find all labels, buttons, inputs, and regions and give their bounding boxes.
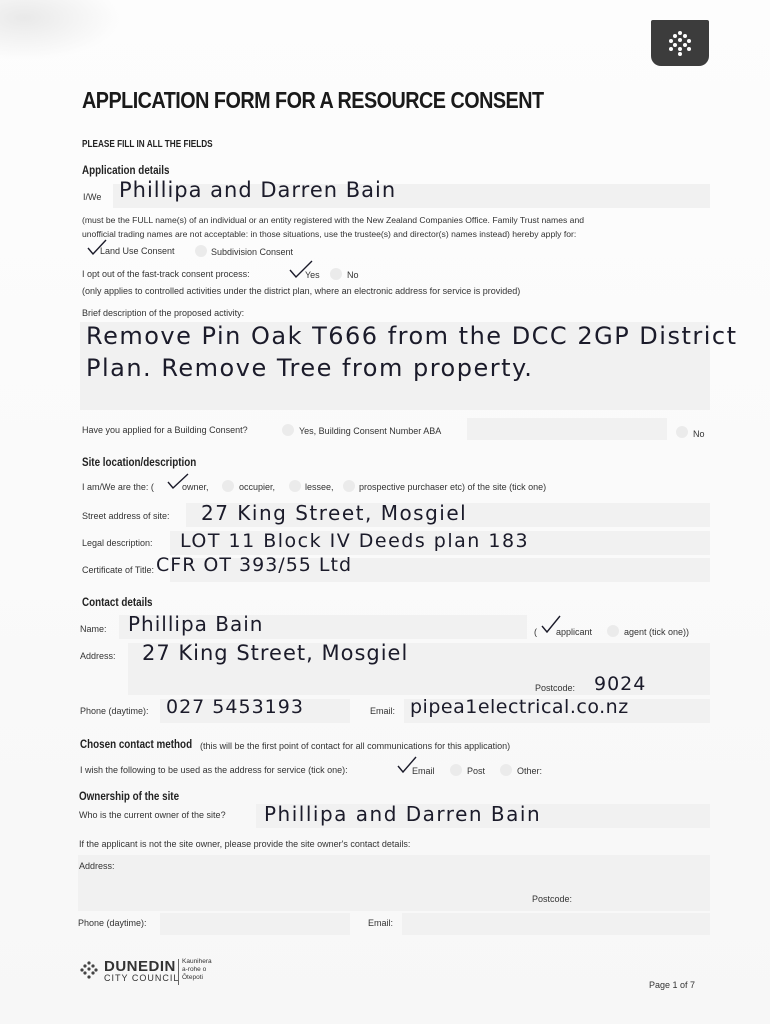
- phone-label: Phone (daytime):: [80, 706, 149, 716]
- owner-phone-input[interactable]: [160, 913, 350, 935]
- radio-other[interactable]: [500, 764, 512, 776]
- address-label: Address:: [80, 651, 116, 661]
- section-site: Site location/description: [82, 455, 197, 469]
- dcc-emblem-icon: [651, 20, 709, 66]
- address-input[interactable]: 27 King Street, Mosgiel: [142, 641, 409, 665]
- opt-applicant[interactable]: applicant: [556, 627, 593, 637]
- building-number-input[interactable]: [467, 418, 667, 440]
- postcode-input[interactable]: 9024: [594, 673, 647, 695]
- radio-subdivision[interactable]: [195, 245, 207, 257]
- owner-email-input[interactable]: [402, 913, 710, 935]
- postcode-label: Postcode:: [535, 683, 576, 693]
- radio-occupier[interactable]: [222, 480, 234, 492]
- section-ownership: Ownership of the site: [79, 789, 180, 803]
- fasttrack-note: (only applies to controlled activities under the district plan, where an electronic address for service is provided): [82, 286, 521, 296]
- opt-occupier[interactable]: occupier,: [239, 482, 276, 492]
- iwe-input[interactable]: Phillipa and Darren Bain: [119, 178, 397, 202]
- owner-email-label: Email:: [368, 918, 394, 928]
- council-name: DUNEDIN: [104, 958, 176, 975]
- opt-post[interactable]: Post: [467, 766, 486, 776]
- iwe-label: I/We: [83, 192, 102, 202]
- fasttrack-yes[interactable]: Yes: [305, 270, 320, 280]
- section-method: Chosen contact method: [80, 737, 193, 751]
- scan-shadow: [0, 0, 120, 60]
- consent-land-use[interactable]: Land Use Consent: [100, 246, 175, 256]
- radio-prospective[interactable]: [343, 480, 355, 492]
- name-label: Name:: [80, 624, 107, 634]
- email-label: Email:: [370, 706, 396, 716]
- building-yes[interactable]: Yes, Building Consent Number ABA: [299, 426, 442, 436]
- street-label: Street address of site:: [82, 511, 170, 521]
- brief-label: Brief description of the proposed activity:: [82, 308, 245, 318]
- legal-input[interactable]: LOT 11 Block IV Deeds plan 183: [180, 530, 530, 552]
- opt-prospective[interactable]: prospective purchaser etc) of the site (tick one): [359, 482, 547, 492]
- fill-instruction: PLEASE FILL IN ALL THE FIELDS: [82, 139, 213, 150]
- radio-agent[interactable]: [607, 625, 619, 637]
- section-application: Application details: [82, 163, 170, 177]
- section-contact: Contact details: [82, 595, 153, 609]
- iam-label: I am/We are the: (: [82, 482, 154, 492]
- page-number: Page 1 of 7: [649, 980, 696, 990]
- method-note: (this will be the first point of contact for all communications for this application): [200, 741, 511, 751]
- fasttrack-no[interactable]: No: [347, 270, 359, 280]
- radio-post[interactable]: [450, 764, 462, 776]
- note-line-1: (must be the FULL name(s) of an individual or an entity registered with the New Zealand Companies Office. Family Trust names and: [82, 215, 585, 225]
- form-title: APPLICATION FORM FOR A RESOURCE CONSENT: [82, 87, 544, 113]
- opt-other[interactable]: Other:: [517, 766, 543, 776]
- building-question: Have you applied for a Building Consent?: [82, 425, 248, 435]
- radio-fasttrack-no[interactable]: [330, 268, 342, 280]
- street-input[interactable]: 27 King Street, Mosgiel: [201, 501, 468, 525]
- owner-postcode-label: Postcode:: [532, 894, 573, 904]
- council-emblem-icon: [78, 960, 100, 982]
- contact-paren: (: [534, 627, 537, 637]
- name-input[interactable]: Phillipa Bain: [128, 612, 264, 636]
- service-label: I wish the following to be used as the address for service (tick one):: [80, 765, 348, 775]
- footer-divider: [178, 959, 179, 985]
- radio-building-no[interactable]: [676, 426, 688, 438]
- cert-input[interactable]: CFR OT 393/55 Ltd: [156, 554, 353, 576]
- maori-line-3: Ōtepoti: [182, 974, 203, 981]
- brief-line-2[interactable]: Plan. Remove Tree from property.: [86, 354, 534, 382]
- not-owner-note: If the applicant is not the site owner, please provide the site owner's contact details:: [79, 839, 411, 849]
- council-sub: CITY COUNCIL: [104, 973, 180, 983]
- consent-subdivision[interactable]: Subdivision Consent: [211, 247, 294, 257]
- maori-line-2: a-rohe o: [182, 966, 207, 973]
- radio-lessee[interactable]: [289, 480, 301, 492]
- opt-lessee[interactable]: lessee,: [305, 482, 334, 492]
- radio-building-yes[interactable]: [282, 424, 294, 436]
- phone-input[interactable]: 027 5453193: [166, 696, 304, 718]
- fasttrack-label: I opt out of the fast-track consent process:: [82, 269, 250, 279]
- owner-question: Who is the current owner of the site?: [79, 810, 226, 820]
- owner-phone-label: Phone (daytime):: [78, 918, 147, 928]
- opt-owner[interactable]: owner,: [182, 482, 209, 492]
- legal-label: Legal description:: [82, 538, 153, 548]
- note-line-2: unofficial trading names are not acceptable: in those situations, use the trustee(s) and director(s) names instead) hereby apply for:: [82, 229, 577, 239]
- owner-address-label: Address:: [79, 861, 115, 871]
- owner-input[interactable]: Phillipa and Darren Bain: [264, 802, 542, 826]
- cert-label: Certificate of Title:: [82, 565, 155, 575]
- owner-address-input[interactable]: [78, 855, 710, 911]
- email-input[interactable]: pipea1electrical.co.nz: [410, 696, 629, 718]
- maori-line-1: Kaunihera: [182, 958, 212, 965]
- building-no[interactable]: No: [693, 429, 705, 439]
- opt-email[interactable]: Email: [412, 766, 435, 776]
- brief-line-1[interactable]: Remove Pin Oak T666 from the DCC 2GP District: [86, 322, 738, 350]
- opt-agent[interactable]: agent (tick one)): [624, 627, 690, 637]
